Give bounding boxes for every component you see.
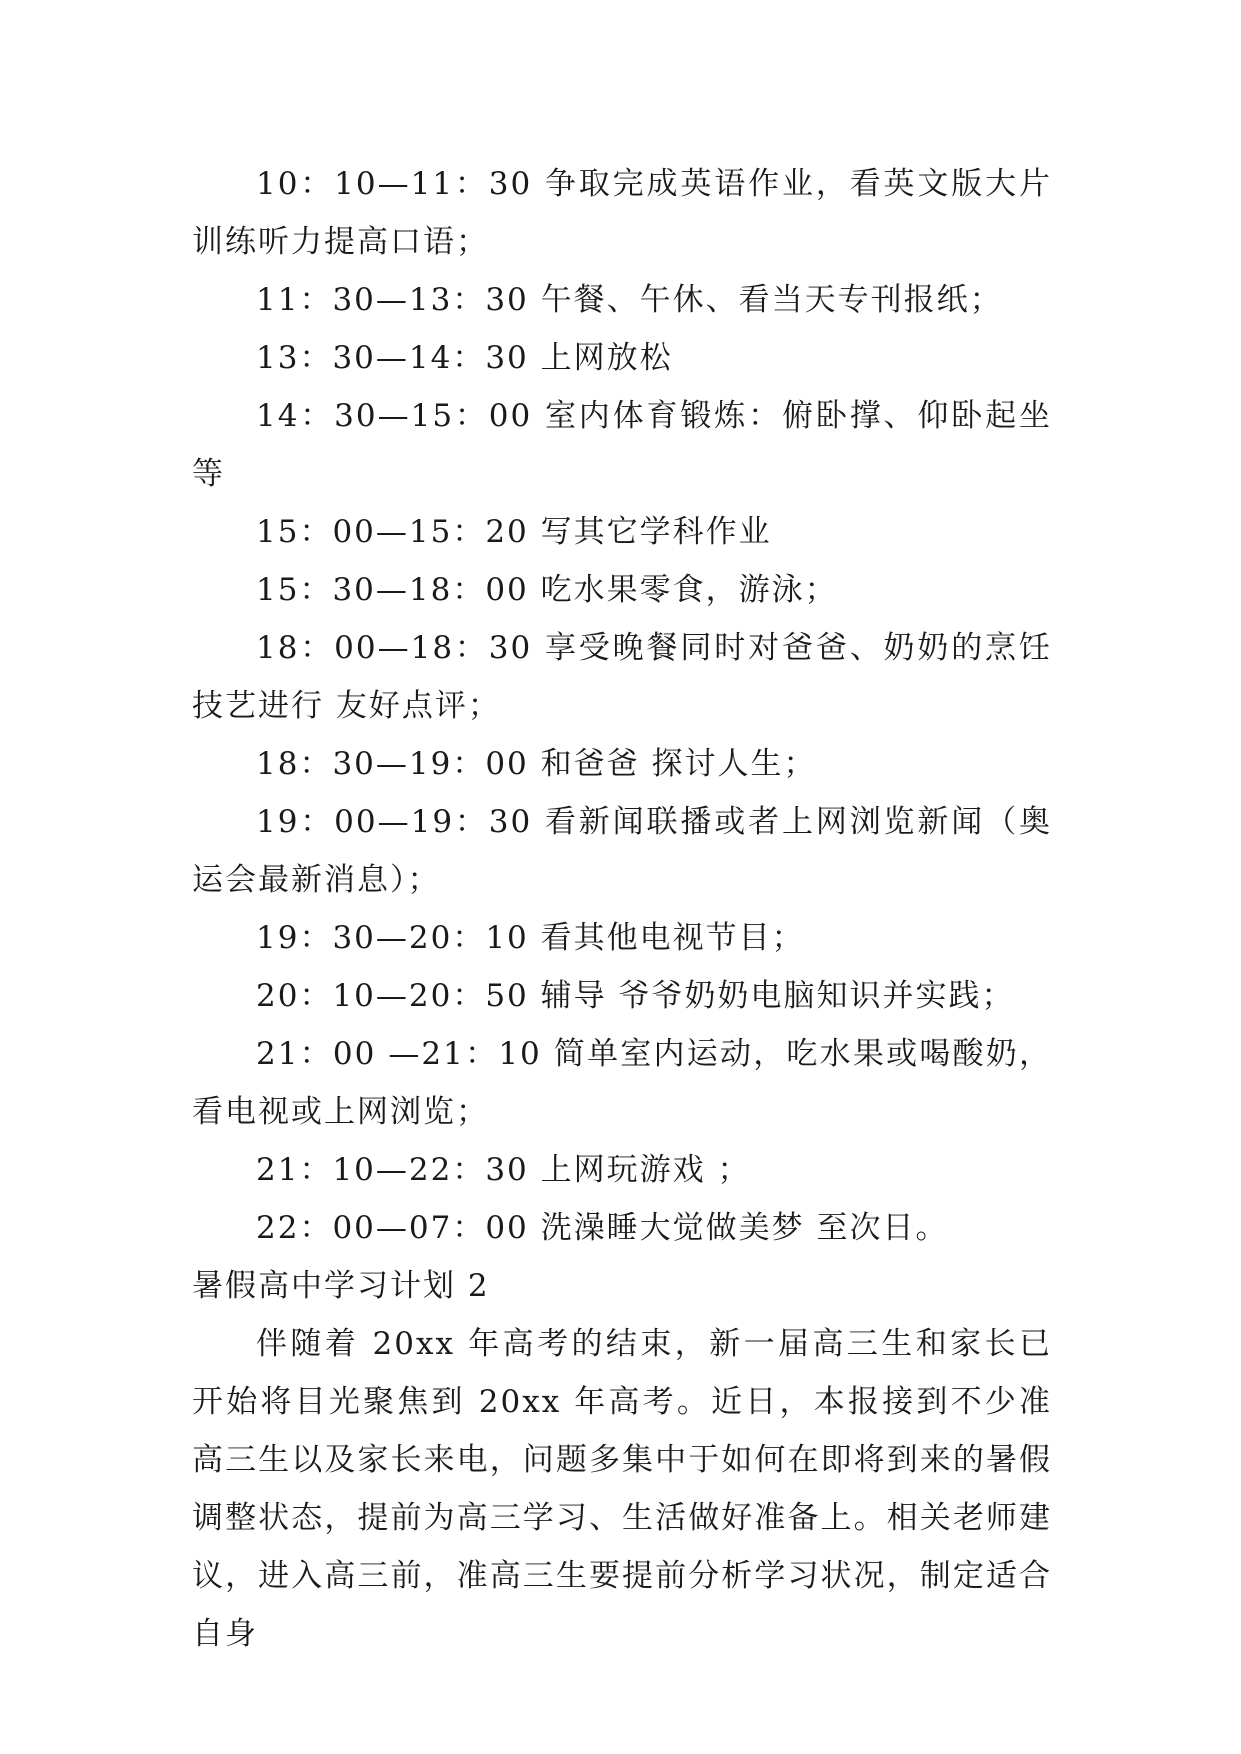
section-paragraph: 伴随着 20xx 年高考的结束，新一届高三生和家长已开始将目光聚焦到 20xx 年高考。近日，本报接到不少准高三生以及家长来电，问题多集中于如何在即将到来的暑假调整状态，提前为高三学习、生活做好准备上。相关老师建议，进入高三前，准高三生要提前分析学习状况，制定适合自身 — [192, 1326, 1052, 1652]
schedule-item: 22：00—07：00 洗澡睡大觉做美梦 至次日。 — [256, 1210, 949, 1246]
section-title: 暑假高中学习计划 2 — [192, 1268, 490, 1304]
document-body — [192, 155, 1052, 1663]
schedule-item: 14：30—15：00 室内体育锻炼：俯卧撑、仰卧起坐等 — [192, 398, 1052, 492]
schedule-item: 13：30—14：30 上网放松 — [256, 340, 673, 376]
schedule-item: 19：30—20：10 看其他电视节目； — [256, 920, 805, 956]
schedule-item: 20：10—20：50 辅导 爷爷奶奶电脑知识并实践； — [256, 978, 1015, 1014]
schedule-item: 15：00—15：20 写其它学科作业 — [256, 514, 772, 550]
schedule-item: 15：30—18：00 吃水果零食，游泳； — [256, 572, 838, 608]
schedule-item: 21：10—22：30 上网玩游戏 ； — [256, 1152, 751, 1188]
schedule-item: 18：30—19：00 和爸爸 探讨人生； — [256, 746, 817, 782]
schedule-item: 10：10—11：30 争取完成英语作业，看英文版大片训练听力提高口语； — [192, 166, 1052, 260]
schedule-item: 18：00—18：30 享受晚餐同时对爸爸、奶奶的烹饪技艺进行 友好点评； — [192, 630, 1052, 724]
schedule-item: 21：00 —21：10 简单室内运动，吃水果或喝酸奶，看电视或上网浏览； — [192, 1036, 1052, 1130]
schedule-item: 11：30—13：30 午餐、午休、看当天专刊报纸； — [256, 282, 1003, 318]
schedule-item: 19：00—19：30 看新闻联播或者上网浏览新闻（奥运会最新消息）； — [192, 804, 1052, 898]
